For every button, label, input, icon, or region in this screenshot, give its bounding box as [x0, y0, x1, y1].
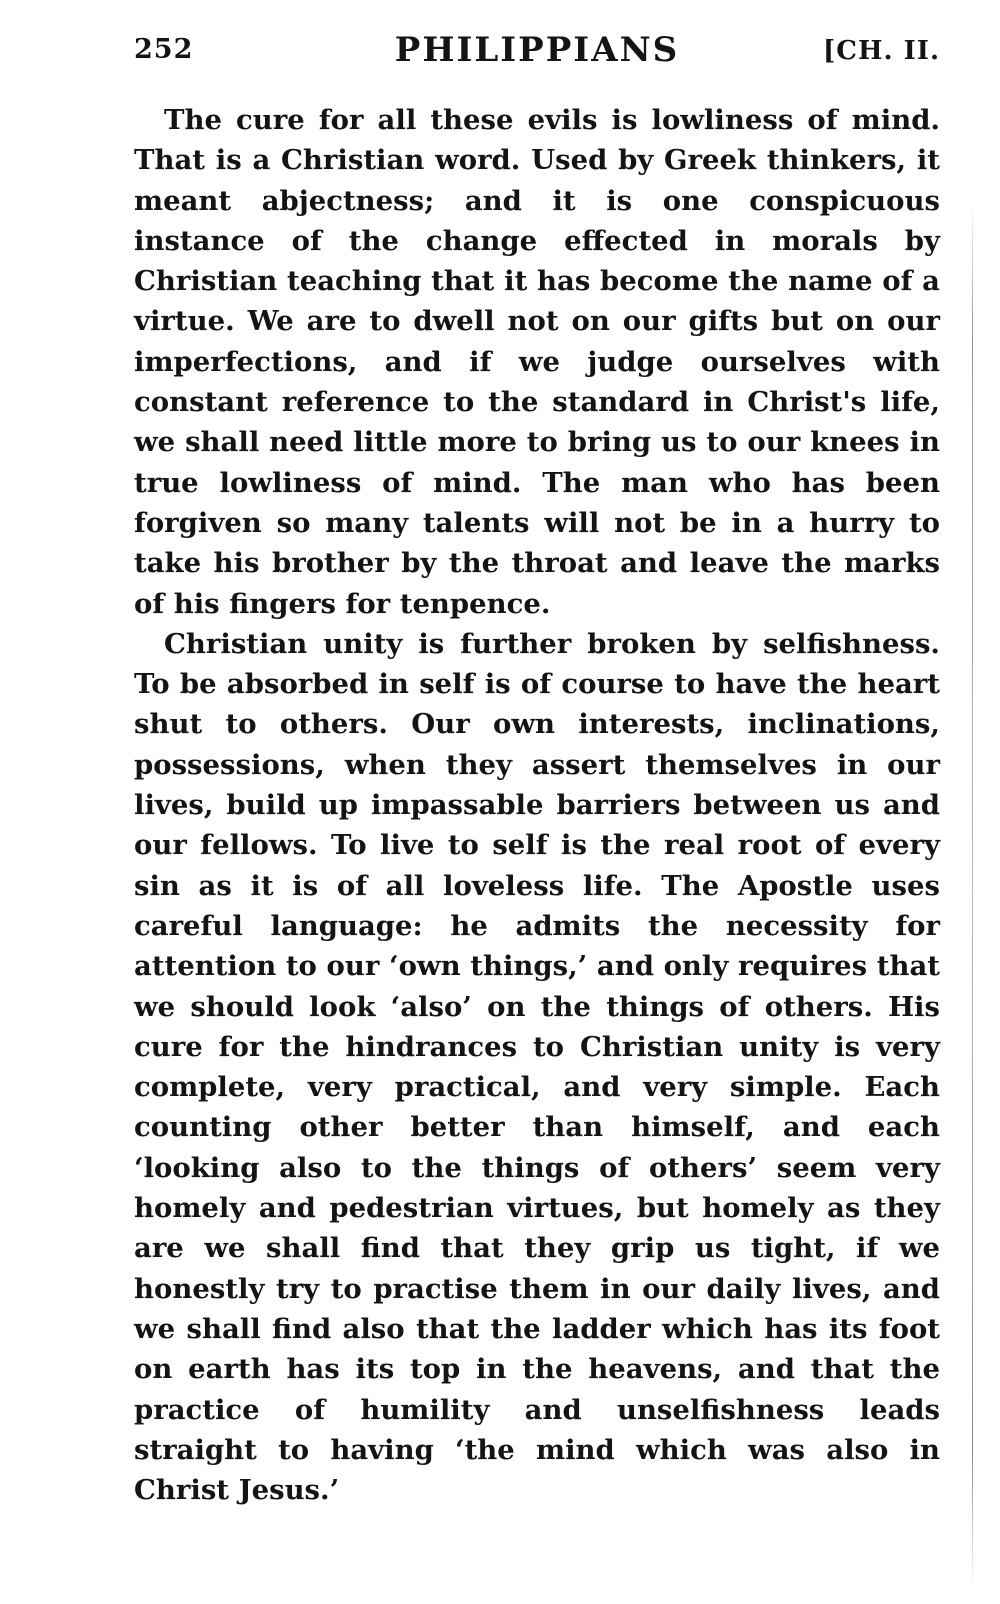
book-title: PHILIPPIANS	[394, 30, 680, 70]
paragraph-lowliness: The cure for all these evils is lowliness of mind. That is a Christian word. Used by Greek thinkers, it meant abjectness; and it is one conspicuous instance of the change effected in morals by Christian teaching that it has become the name of a virtue. We are to dwell not on our gifts but on our imperfections, and if we judge ourselves with constant reference to the standard in Christ's life, we shall need little more to bring us to our knees in true lowliness of mind. The man who has been forgiven so many talents will not be in a hurry to take his brother by the throat and leave the marks of his fingers for tenpence.	[134, 104, 940, 620]
body-text	[134, 100, 940, 1510]
page-number: 252	[134, 34, 194, 65]
running-head	[134, 30, 940, 76]
paragraph-selfishness: Christian unity is further broken by selfishness. To be absorbed in self is of course to have the heart shut to others. Our own interests, inclinations, possessions, when they assert themselves in our lives, build up impassable barriers between us and our fellows. To live to self is the real root of every sin as it is of all loveless life. The Apostle uses careful language: he admits the necessity for attention to our ‘own things,’ and only requires that we should look ‘also’ on the things of others. His cure for the hindrances to Christian unity is very complete, very practical, and very simple. Each counting other better than himself, and each ‘looking also to the things of others’ seem very homely and pedestrian virtues, but homely as they are we shall find that they grip us tight, if we honestly try to practise them in our daily lives, and we shall find also that the ladder which has its foot on earth has its top in the heavens, and that the practice of humility and unselfishness leads straight to having ‘the mind which was also in Christ Jesus.’	[134, 627, 940, 1507]
chapter-reference: [CH. II.	[822, 36, 940, 66]
gutter-edge-line	[972, 200, 973, 1590]
